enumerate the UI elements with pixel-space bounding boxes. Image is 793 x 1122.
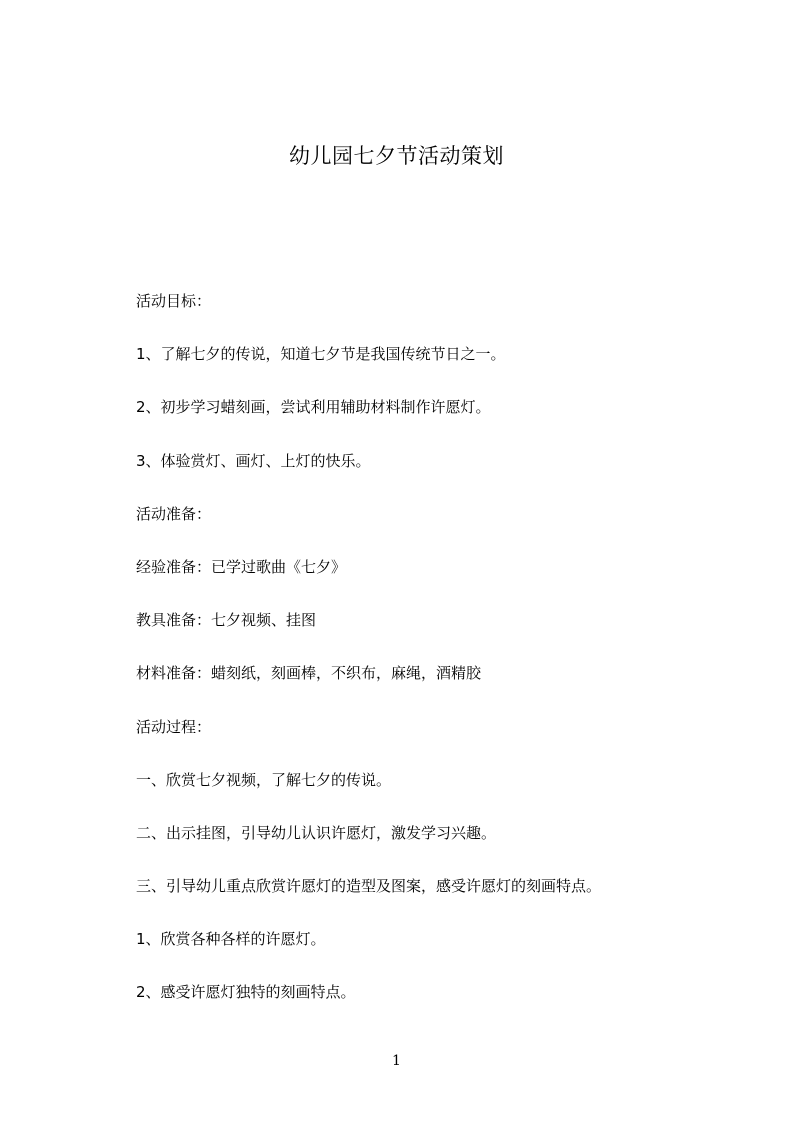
process-substep-2: 2、感受许愿灯独特的刻画特点。 bbox=[136, 983, 356, 1002]
process-step-2: 二、出示挂图，引导幼儿认识许愿灯，激发学习兴趣。 bbox=[136, 823, 497, 842]
process-step-3: 三、引导幼儿重点欣赏许愿灯的造型及图案，感受许愿灯的刻画特点。 bbox=[136, 877, 602, 896]
preparation-teaching-aids: 教具准备：七夕视频、挂图 bbox=[136, 611, 317, 630]
section-heading-goals: 活动目标： bbox=[136, 292, 212, 310]
document-title: 幼儿园七夕节活动策划 bbox=[289, 144, 504, 168]
preparation-experience: 经验准备：已学过歌曲《七夕》 bbox=[136, 557, 347, 576]
goal-item-2: 2、初步学习蜡刻画，尝试利用辅助材料制作许愿灯。 bbox=[136, 398, 491, 417]
process-step-1: 一、欣赏七夕视频，了解七夕的传说。 bbox=[136, 770, 392, 789]
page-number: 1 bbox=[392, 1053, 401, 1069]
process-substep-1: 1、欣赏各种各样的许愿灯。 bbox=[136, 930, 326, 949]
document-body bbox=[136, 288, 756, 1033]
goal-item-1: 1、了解七夕的传说，知道七夕节是我国传统节日之一。 bbox=[136, 345, 506, 364]
preparation-materials: 材料准备：蜡刻纸，刻画棒，不织布，麻绳，酒精胶 bbox=[136, 664, 482, 683]
section-heading-process: 活动过程： bbox=[136, 717, 212, 736]
section-heading-preparation: 活动准备： bbox=[136, 504, 212, 523]
goal-item-3: 3、体验赏灯、画灯、上灯的快乐。 bbox=[136, 451, 371, 470]
